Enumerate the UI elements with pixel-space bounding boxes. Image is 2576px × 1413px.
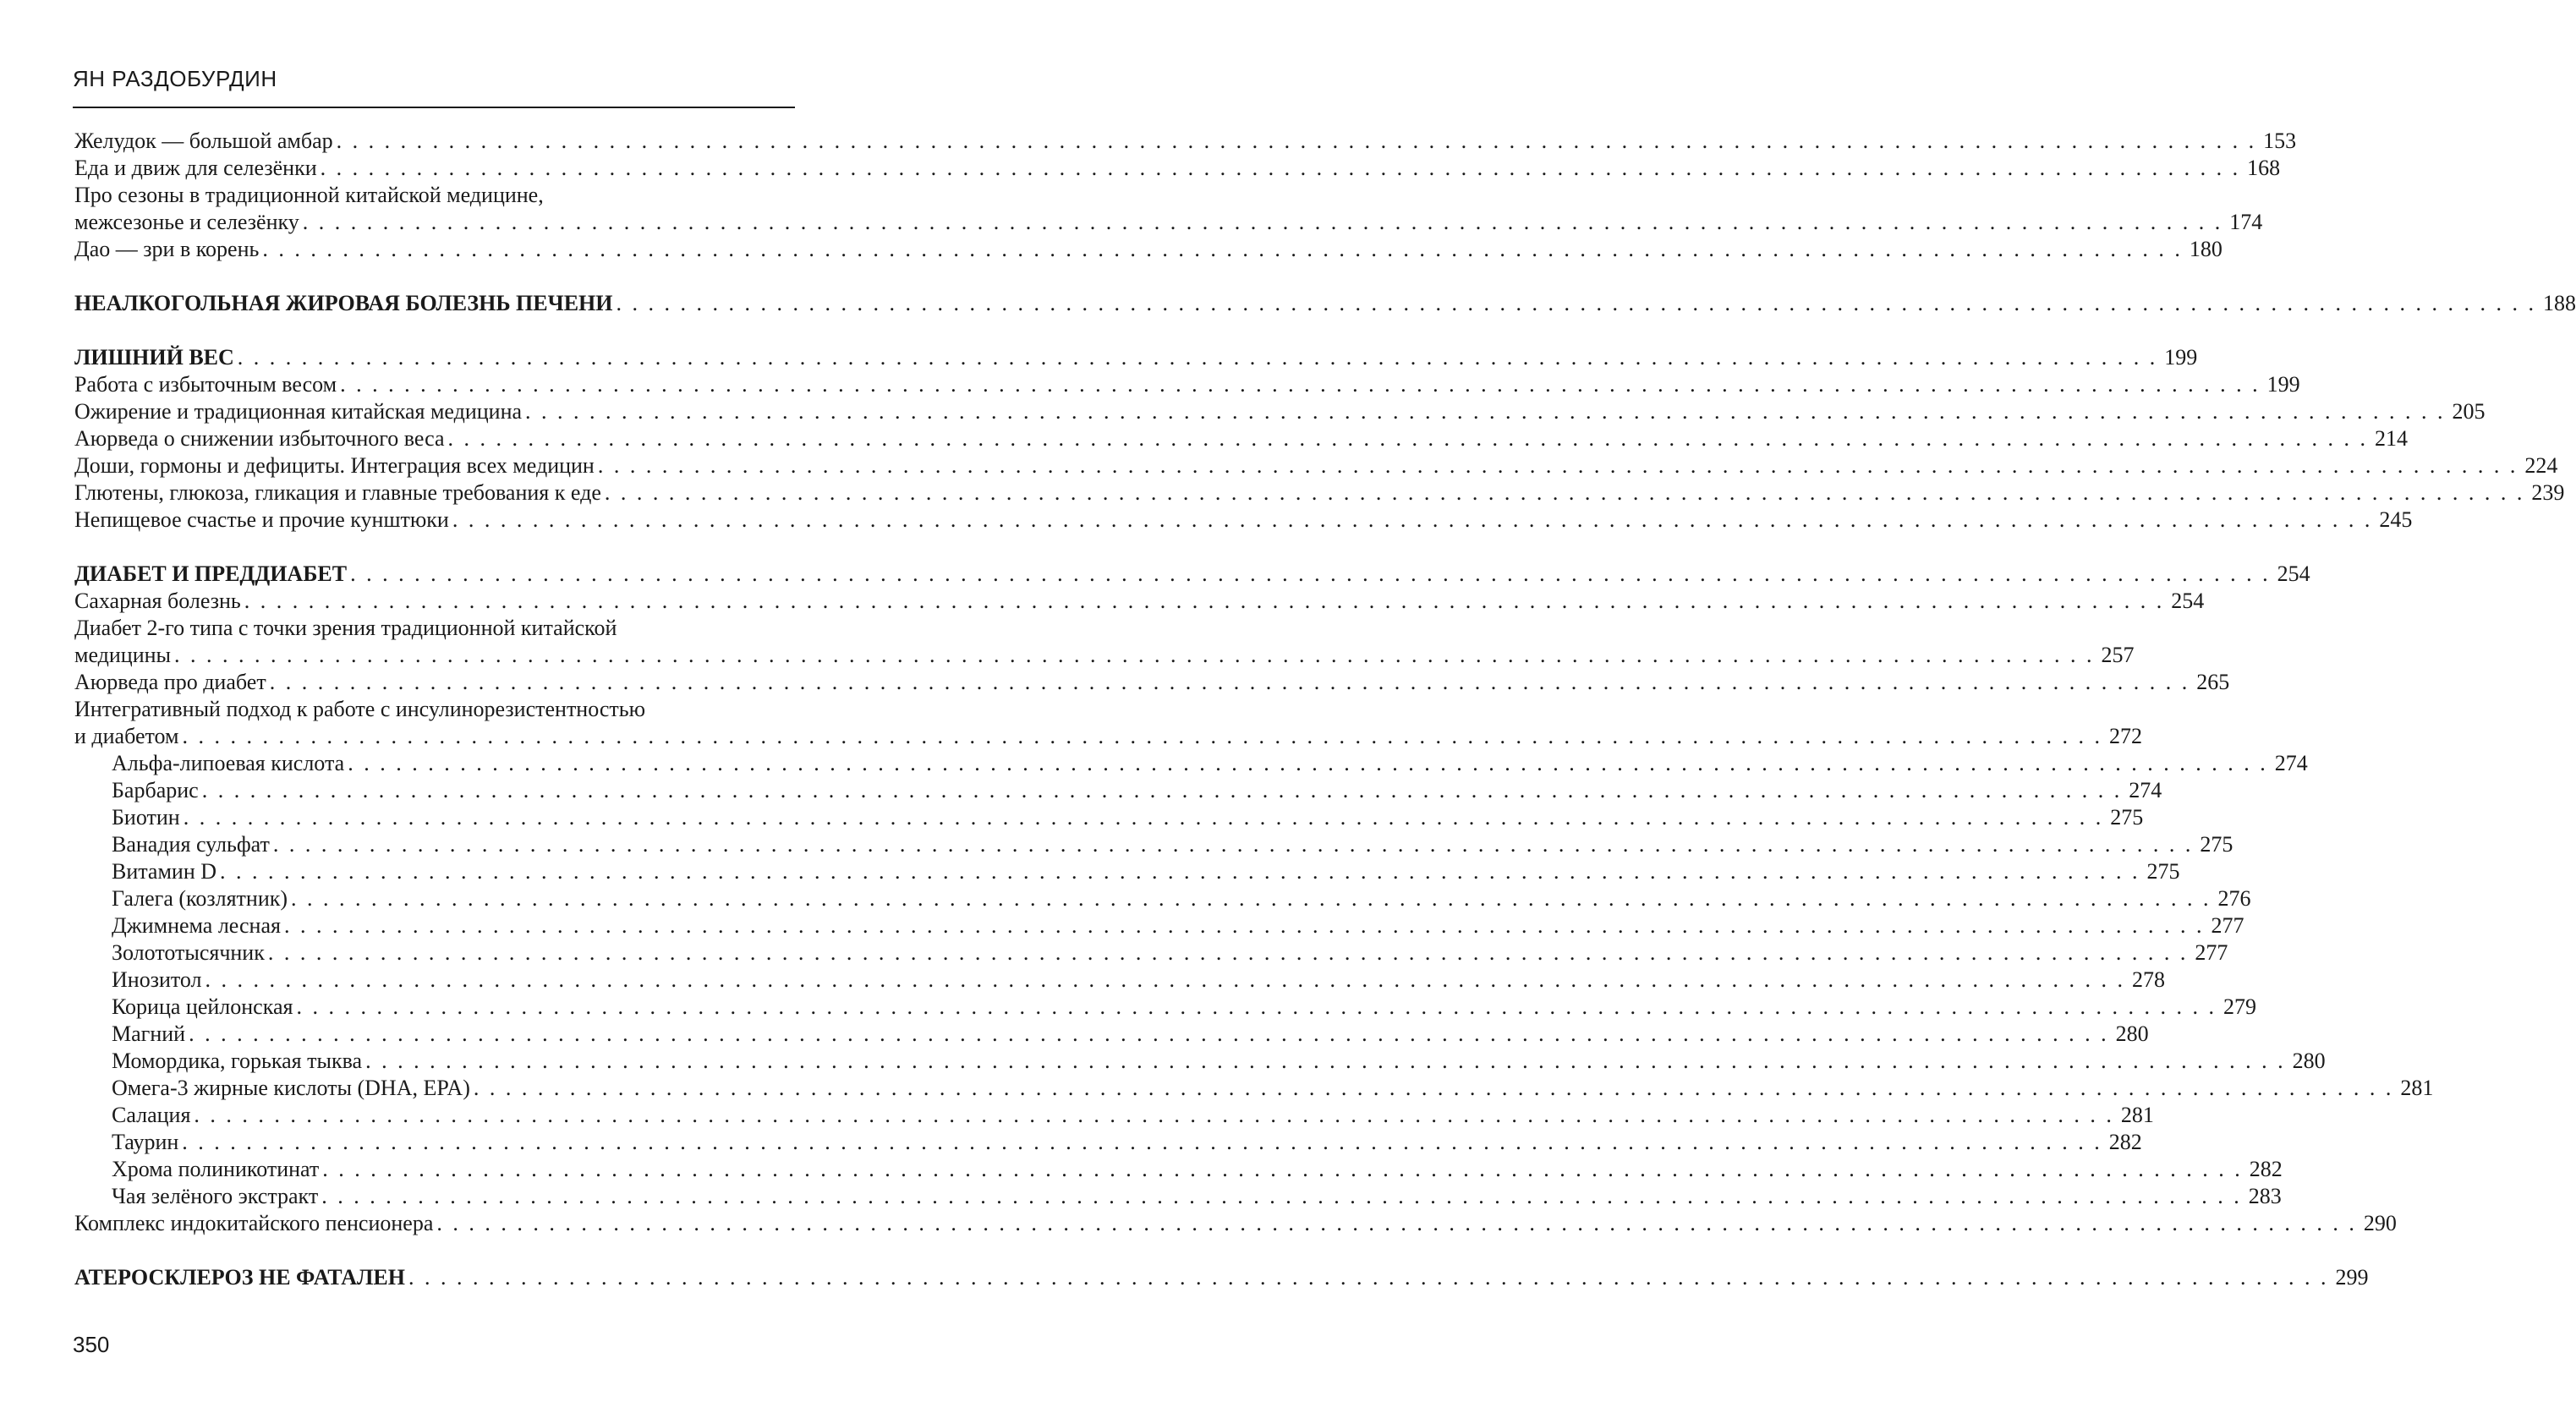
dot-leader: . . . . . . . . . . . . . . . . . . . . . . . . . . . . . . . . . . . . . . . . . . . . . . . . . . . . . . . . . . . . . . . . . . . . . . . . . . . . . . . . . . . . . . . . . . . . . . . . . . . . . . . . . . . . . . . . . . . . . . . .	[436, 1211, 2357, 1235]
toc-entry	[74, 994, 2256, 1021]
toc-entry	[74, 1129, 2142, 1156]
toc-entry-title: Чая зелёного экстракт	[112, 1184, 319, 1208]
toc-entry	[74, 398, 2486, 425]
dot-leader: . . . . . . . . . . . . . . . . . . . . . . . . . . . . . . . . . . . . . . . . . . . . . . . . . . . . . . . . . . . . . . . . . . . . . . . . . . . . . . . . . . . . . . . . . . . . . . . . . . . . . . . . . . . . . . . . . . . . . . . .	[296, 994, 2217, 1019]
toc-entry	[74, 561, 2310, 588]
toc-entry-page: 280	[2115, 1021, 2149, 1046]
toc-entry-page: 199	[2164, 345, 2198, 370]
dot-leader: . . . . . . . . . . . . . . . . . . . . . . . . . . . . . . . . . . . . . . . . . . . . . . . . . . . . . . . . . . . . . . . . . . . . . . . . . . . . . . . . . . . . . . . . . . . . . . . . . . . . . . . . . . . . . . . . . . . . . . . .	[189, 1021, 2109, 1046]
toc-entry	[74, 1210, 2397, 1237]
toc-entry	[74, 1156, 2283, 1183]
toc-entry-title: Аюрведа о снижении избыточного веса	[74, 426, 445, 451]
toc-entry	[74, 182, 793, 209]
toc-entry-page: 239	[2531, 480, 2565, 505]
toc-entry-title: Еда и движ для селезёнки	[74, 156, 317, 180]
dot-leader: . . . . . . . . . . . . . . . . . . . . . . . . . . . . . . . . . . . . . . . . . . . . . . . . . . . . . . . . . . . . . . . . . . . . . . . . . . . . . . . . . . . . . . . . . . . . . . . . . . . . . . . . . . . . . . . . . . . . . . . .	[174, 643, 2095, 667]
dot-leader: . . . . . . . . . . . . . . . . . . . . . . . . . . . . . . . . . . . . . . . . . . . . . . . . . . . . . . . . . . . . . . . . . . . . . . . . . . . . . . . . . . . . . . . . . . . . . . . . . . . . . . . . . . . . . . . . . . . . . . . .	[182, 1130, 2102, 1154]
toc-entry	[74, 696, 793, 723]
toc-entry-page: 199	[2266, 372, 2300, 397]
toc-entry-page: 257	[2101, 643, 2135, 667]
toc-entry	[74, 939, 2228, 967]
toc-entry-title: Дао — зри в корень	[74, 237, 260, 261]
toc-entry-title: Ванадия сульфат	[112, 832, 270, 857]
dot-leader: . . . . . . . . . . . . . . . . . . . . . . . . . . . . . . . . . . . . . . . . . . . . . . . . . . . . . . . . . . . . . . . . . . . . . . . . . . . . . . . . . . . . . . . . . . . . . . . . . . . . . . . . . . . . . . . . . . . . . . . .	[220, 859, 2140, 884]
toc-entry-title: Момордика, горькая тыква	[112, 1049, 363, 1073]
toc-entry	[74, 371, 2300, 398]
toc-entry-title: Золототысячник	[112, 940, 265, 965]
header-rule	[73, 107, 795, 108]
toc-entry-title: Таурин	[112, 1130, 179, 1154]
dot-leader: . . . . . . . . . . . . . . . . . . . . . . . . . . . . . . . . . . . . . . . . . . . . . . . . . . . . . . . . . . . . . . . . . . . . . . . . . . . . . . . . . . . . . . . . . . . . . . . . . . . . . . . . . . . . . . . . . . . . . . . .	[322, 1157, 2243, 1181]
toc-entry-page: 224	[2524, 453, 2558, 478]
toc-entry-title: НЕАЛКОГОЛЬНАЯ ЖИРОВАЯ БОЛЕЗНЬ ПЕЧЕНИ	[74, 291, 613, 315]
toc-entry-page: 279	[2222, 994, 2256, 1019]
dot-leader: . . . . . . . . . . . . . . . . . . . . . . . . . . . . . . . . . . . . . . . . . . . . . . . . . . . . . . . . . . . . . . . . . . . . . . . . . . . . . . . . . . . . . . . . . . . . . . . . . . . . . . . . . . . . . . . . . . . . . . . .	[320, 156, 2241, 180]
toc-entry-title: Салация	[112, 1103, 191, 1127]
toc-entry-page: 180	[2189, 237, 2222, 261]
toc-entry-page: 245	[2379, 507, 2413, 532]
table-of-contents	[74, 128, 2576, 1291]
toc-entry-title: и диабетом	[74, 724, 179, 748]
toc-entry	[74, 507, 2413, 534]
dot-leader: . . . . . . . . . . . . . . . . . . . . . . . . . . . . . . . . . . . . . . . . . . . . . . . . . . . . . . . . . . . . . . . . . . . . . . . . . . . . . . . . . . . . . . . . . . . . . . . . . . . . . . . . . . . . . . . . . . . . . . . .	[244, 589, 2165, 613]
toc-entry-page: 254	[2277, 561, 2310, 586]
toc-entry-title: Интегративный подход к работе с инсулинорезистентностью	[74, 697, 646, 721]
dot-leader: . . . . . . . . . . . . . . . . . . . . . . . . . . . . . . . . . . . . . . . . . . . . . . . . . . . . . . . . . . . . . . . . . . . . . . . . . . . . . . . . . . . . . . . . . . . . . . . . . . . . . . . . . . . . . . . . . . . . . . . .	[267, 940, 2189, 965]
dot-leader: . . . . . . . . . . . . . . . . . . . . . . . . . . . . . . . . . . . . . . . . . . . . . . . . . . . . . . . . . . . . . . . . . . . . . . . . . . . . . . . . . . . . . . . . . . . . . . . . . . . . . . . . . . . . . . . . . . . . . . . .	[365, 1049, 2286, 1073]
dot-leader: . . . . . . . . . . . . . . . . . . . . . . . . . . . . . . . . . . . . . . . . . . . . . . . . . . . . . . . . . . . . . . . . . . . . . . . . . . . . . . . . . . . . . . . . . . . . . . . . . . . . . . . . . . . . . . . . . . . . . . . .	[182, 724, 2102, 748]
toc-entry	[74, 236, 2222, 263]
toc-entry	[74, 290, 2576, 317]
page-number: 350	[73, 1332, 110, 1357]
toc-entry-title: Комплекс индокитайского пенсионера	[74, 1211, 434, 1235]
toc-entry-page: 277	[2195, 940, 2228, 965]
toc-entry-title: ЛИШНИЙ ВЕС	[74, 345, 234, 370]
dot-leader: . . . . . . . . . . . . . . . . . . . . . . . . . . . . . . . . . . . . . . . . . . . . . . . . . . . . . . . . . . . . . . . . . . . . . . . . . . . . . . . . . . . . . . . . . . . . . . . . . . . . . . . . . . . . . . . . . . . . . . . .	[272, 832, 2194, 857]
toc-entry-title: Работа с избыточным весом	[74, 372, 337, 397]
toc-entry-page: 282	[2108, 1130, 2142, 1154]
toc-entry-title: Барбарис	[112, 778, 199, 802]
dot-leader: . . . . . . . . . . . . . . . . . . . . . . . . . . . . . . . . . . . . . . . . . . . . . . . . . . . . . . . . . . . . . . . . . . . . . . . . . . . . . . . . . . . . . . . . . . . . . . . . . . . . . . . . . . . . . . . . . . . . . . . .	[237, 345, 2158, 370]
toc-entry-title: АТЕРОСКЛЕРОЗ НЕ ФАТАЛЕН	[74, 1265, 405, 1290]
dot-leader: . . . . . . . . . . . . . . . . . . . . . . . . . . . . . . . . . . . . . . . . . . . . . . . . . . . . . . . . . . . . . . . . . . . . . . . . . . . . . . . . . . . . . . . . . . . . . . . . . . . . . . . . . . . . . . . . . . . . . . . .	[616, 291, 2536, 315]
toc-entry-page: 188	[2543, 291, 2576, 315]
toc-entry	[74, 209, 2263, 236]
toc-entry-page: 290	[2363, 1211, 2397, 1235]
toc-entry-title: Инозитол	[112, 967, 202, 992]
toc-entry	[74, 128, 2297, 155]
toc-entry-title: Джимнема лесная	[112, 913, 281, 938]
dot-leader: . . . . . . . . . . . . . . . . . . . . . . . . . . . . . . . . . . . . . . . . . . . . . . . . . . . . . . . . . . . . . . . . . . . . . . . . . . . . . . . . . . . . . . . . . . . . . . . . . . . . . . . . . . . . . . . . . . . . . . . .	[340, 372, 2261, 397]
toc-entry-title: Сахарная болезнь	[74, 589, 241, 613]
toc-entry	[74, 344, 2198, 371]
dot-leader: . . . . . . . . . . . . . . . . . . . . . . . . . . . . . . . . . . . . . . . . . . . . . . . . . . . . . . . . . . . . . . . . . . . . . . . . . . . . . . . . . . . . . . . . . . . . . . . . . . . . . . . . . . . . . . . . . . . . . . . .	[201, 778, 2123, 802]
dot-leader: . . . . . . . . . . . . . . . . . . . . . . . . . . . . . . . . . . . . . . . . . . . . . . . . . . . . . . . . . . . . . . . . . . . . . . . . . . . . . . . . . . . . . . . . . . . . . . . . . . . . . . . . . . . . . . . . . . . . . . . .	[473, 1076, 2394, 1100]
toc-entry-title: Ожирение и традиционная китайская медицина	[74, 399, 523, 424]
dot-leader: . . . . . . . . . . . . . . . . . . . . . . . . . . . . . . . . . . . . . . . . . . . . . . . . . . . . . . . . . . . . . . . . . . . . . . . . . . . . . . . . . . . . . . . . . . . . . . . . . . . . . . . . . . . . . . . . . . . . . . . .	[597, 453, 2518, 478]
toc-entry-title: межсезонье и селезёнку	[74, 210, 299, 234]
toc-entry-page: 275	[2110, 805, 2144, 830]
toc-entry-page: 278	[2132, 967, 2166, 992]
toc-entry	[74, 1264, 2369, 1291]
toc-entry-page: 174	[2229, 210, 2263, 234]
toc-entry-title: Желудок — большой амбар	[74, 129, 333, 153]
toc-entry-title: Диабет 2-го типа с точки зрения традиционной китайской	[74, 616, 617, 640]
toc-entry-page: 214	[2375, 426, 2409, 451]
toc-entry-page: 276	[2217, 886, 2251, 911]
toc-entry-page: 272	[2109, 724, 2142, 748]
toc-entry-page: 283	[2248, 1184, 2282, 1208]
toc-entry	[74, 479, 2565, 507]
toc-entry-title: Омега-3 жирные кислоты (DHA, EPA)	[112, 1076, 470, 1100]
toc-entry-page: 277	[2211, 913, 2244, 938]
dot-leader: . . . . . . . . . . . . . . . . . . . . . . . . . . . . . . . . . . . . . . . . . . . . . . . . . . . . . . . . . . . . . . . . . . . . . . . . . . . . . . . . . . . . . . . . . . . . . . . . . . . . . . . . . . . . . . . . . . . . . . . .	[321, 1184, 2242, 1208]
toc-entry	[74, 1183, 2282, 1210]
dot-leader: . . . . . . . . . . . . . . . . . . . . . . . . . . . . . . . . . . . . . . . . . . . . . . . . . . . . . . . . . . . . . . . . . . . . . . . . . . . . . . . . . . . . . . . . . . . . . . . . . . . . . . . . . . . . . . . . . . . . . . . .	[302, 210, 2223, 234]
toc-entry-page: 275	[2146, 859, 2180, 884]
toc-entry-page: 280	[2292, 1049, 2326, 1073]
toc-entry	[74, 642, 2135, 669]
toc-entry-title: Корица цейлонская	[112, 994, 293, 1019]
dot-leader: . . . . . . . . . . . . . . . . . . . . . . . . . . . . . . . . . . . . . . . . . . . . . . . . . . . . . . . . . . . . . . . . . . . . . . . . . . . . . . . . . . . . . . . . . . . . . . . . . . . . . . . . . . . . . . . . . . . . . . . .	[452, 507, 2373, 532]
toc-entry-page: 275	[2200, 832, 2233, 857]
dot-leader: . . . . . . . . . . . . . . . . . . . . . . . . . . . . . . . . . . . . . . . . . . . . . . . . . . . . . . . . . . . . . . . . . . . . . . . . . . . . . . . . . . . . . . . . . . . . . . . . . . . . . . . . . . . . . . . . . . . . . . . .	[262, 237, 2183, 261]
toc-entry-title: Про сезоны в традиционной китайской медицине,	[74, 183, 544, 207]
toc-entry-title: Витамин D	[112, 859, 217, 884]
toc-entry	[74, 155, 2281, 182]
dot-leader: . . . . . . . . . . . . . . . . . . . . . . . . . . . . . . . . . . . . . . . . . . . . . . . . . . . . . . . . . . . . . . . . . . . . . . . . . . . . . . . . . . . . . . . . . . . . . . . . . . . . . . . . . . . . . . . . . . . . . . . .	[408, 1265, 2329, 1290]
toc-entry-title: Магний	[112, 1021, 186, 1046]
toc-entry-title: Глютены, глюкоза, гликация и главные требования к еде	[74, 480, 601, 505]
toc-entry	[74, 750, 2308, 777]
dot-leader: . . . . . . . . . . . . . . . . . . . . . . . . . . . . . . . . . . . . . . . . . . . . . . . . . . . . . . . . . . . . . . . . . . . . . . . . . . . . . . . . . . . . . . . . . . . . . . . . . . . . . . . . . . . . . . . . . . . . . . . .	[525, 399, 2446, 424]
dot-leader: . . . . . . . . . . . . . . . . . . . . . . . . . . . . . . . . . . . . . . . . . . . . . . . . . . . . . . . . . . . . . . . . . . . . . . . . . . . . . . . . . . . . . . . . . . . . . . . . . . . . . . . . . . . . . . . . . . . . . . . .	[194, 1103, 2114, 1127]
dot-leader: . . . . . . . . . . . . . . . . . . . . . . . . . . . . . . . . . . . . . . . . . . . . . . . . . . . . . . . . . . . . . . . . . . . . . . . . . . . . . . . . . . . . . . . . . . . . . . . . . . . . . . . . . . . . . . . . . . . . . . . .	[350, 561, 2271, 586]
toc-entry	[74, 804, 2144, 831]
toc-entry-page: 205	[2452, 399, 2486, 424]
toc-entry-page: 265	[2196, 670, 2230, 694]
toc-entry-title: Непищевое счастье и прочие кунштюки	[74, 507, 449, 532]
toc-entry-title: Биотин	[112, 805, 180, 830]
toc-entry-page: 168	[2247, 156, 2281, 180]
toc-entry-title: Галега (козлятник)	[112, 886, 288, 911]
toc-entry	[74, 1048, 2326, 1075]
toc-entry-title: медицины	[74, 643, 172, 667]
toc-entry	[74, 912, 2244, 939]
toc-entry	[74, 669, 2230, 696]
toc-entry	[74, 885, 2251, 912]
toc-entry	[74, 1075, 2434, 1102]
toc-entry	[74, 858, 2180, 885]
dot-leader: . . . . . . . . . . . . . . . . . . . . . . . . . . . . . . . . . . . . . . . . . . . . . . . . . . . . . . . . . . . . . . . . . . . . . . . . . . . . . . . . . . . . . . . . . . . . . . . . . . . . . . . . . . . . . . . . . . . . . . . .	[447, 426, 2369, 451]
toc-entry	[74, 1102, 2154, 1129]
toc-entry-page: 281	[2120, 1103, 2154, 1127]
dot-leader: . . . . . . . . . . . . . . . . . . . . . . . . . . . . . . . . . . . . . . . . . . . . . . . . . . . . . . . . . . . . . . . . . . . . . . . . . . . . . . . . . . . . . . . . . . . . . . . . . . . . . . . . . . . . . . . . . . . . . . . .	[283, 913, 2205, 938]
dot-leader: . . . . . . . . . . . . . . . . . . . . . . . . . . . . . . . . . . . . . . . . . . . . . . . . . . . . . . . . . . . . . . . . . . . . . . . . . . . . . . . . . . . . . . . . . . . . . . . . . . . . . . . . . . . . . . . . . . . . . . . .	[205, 967, 2126, 992]
toc-entry-title: Аюрведа про диабет	[74, 670, 266, 694]
toc-entry	[74, 588, 2205, 615]
dot-leader: . . . . . . . . . . . . . . . . . . . . . . . . . . . . . . . . . . . . . . . . . . . . . . . . . . . . . . . . . . . . . . . . . . . . . . . . . . . . . . . . . . . . . . . . . . . . . . . . . . . . . . . . . . . . . . . . . . . . . . . .	[269, 670, 2190, 694]
toc-entry	[74, 723, 2142, 750]
toc-entry-page: 274	[2129, 778, 2162, 802]
dot-leader: . . . . . . . . . . . . . . . . . . . . . . . . . . . . . . . . . . . . . . . . . . . . . . . . . . . . . . . . . . . . . . . . . . . . . . . . . . . . . . . . . . . . . . . . . . . . . . . . . . . . . . . . . . . . . . . . . . . . . . . .	[348, 751, 2268, 775]
toc-entry	[74, 967, 2166, 994]
toc-entry-title: Хрома полиникотинат	[112, 1157, 320, 1181]
toc-entry-page: 274	[2274, 751, 2308, 775]
dot-leader: . . . . . . . . . . . . . . . . . . . . . . . . . . . . . . . . . . . . . . . . . . . . . . . . . . . . . . . . . . . . . . . . . . . . . . . . . . . . . . . . . . . . . . . . . . . . . . . . . . . . . . . . . . . . . . . . . . . . . . . .	[291, 886, 2212, 911]
toc-entry	[74, 831, 2233, 858]
toc-entry	[74, 425, 2409, 452]
running-header: ЯН РАЗДОБУРДИН	[73, 66, 277, 91]
toc-entry	[74, 1021, 2149, 1048]
toc-entry	[74, 452, 2558, 479]
dot-leader: . . . . . . . . . . . . . . . . . . . . . . . . . . . . . . . . . . . . . . . . . . . . . . . . . . . . . . . . . . . . . . . . . . . . . . . . . . . . . . . . . . . . . . . . . . . . . . . . . . . . . . . . . . . . . . . . . . . . . . . .	[183, 805, 2104, 830]
toc-entry-title: ДИАБЕТ И ПРЕДДИАБЕТ	[74, 561, 348, 586]
dot-leader: . . . . . . . . . . . . . . . . . . . . . . . . . . . . . . . . . . . . . . . . . . . . . . . . . . . . . . . . . . . . . . . . . . . . . . . . . . . . . . . . . . . . . . . . . . . . . . . . . . . . . . . . . . . . . . . . . . . . . . . .	[336, 129, 2257, 153]
toc-entry	[74, 777, 2162, 804]
toc-entry-page: 254	[2171, 589, 2205, 613]
toc-entry-page: 299	[2335, 1265, 2369, 1290]
toc-entry-page: 153	[2263, 129, 2297, 153]
toc-entry-title: Альфа-липоевая кислота	[112, 751, 345, 775]
toc-entry-page: 282	[2249, 1157, 2283, 1181]
dot-leader: . . . . . . . . . . . . . . . . . . . . . . . . . . . . . . . . . . . . . . . . . . . . . . . . . . . . . . . . . . . . . . . . . . . . . . . . . . . . . . . . . . . . . . . . . . . . . . . . . . . . . . . . . . . . . . . . . . . . . . . .	[604, 480, 2525, 505]
toc-entry-title: Доши, гормоны и дефициты. Интеграция всех медицин	[74, 453, 595, 478]
toc-entry-page: 281	[2400, 1076, 2434, 1100]
toc-entry	[74, 615, 793, 642]
